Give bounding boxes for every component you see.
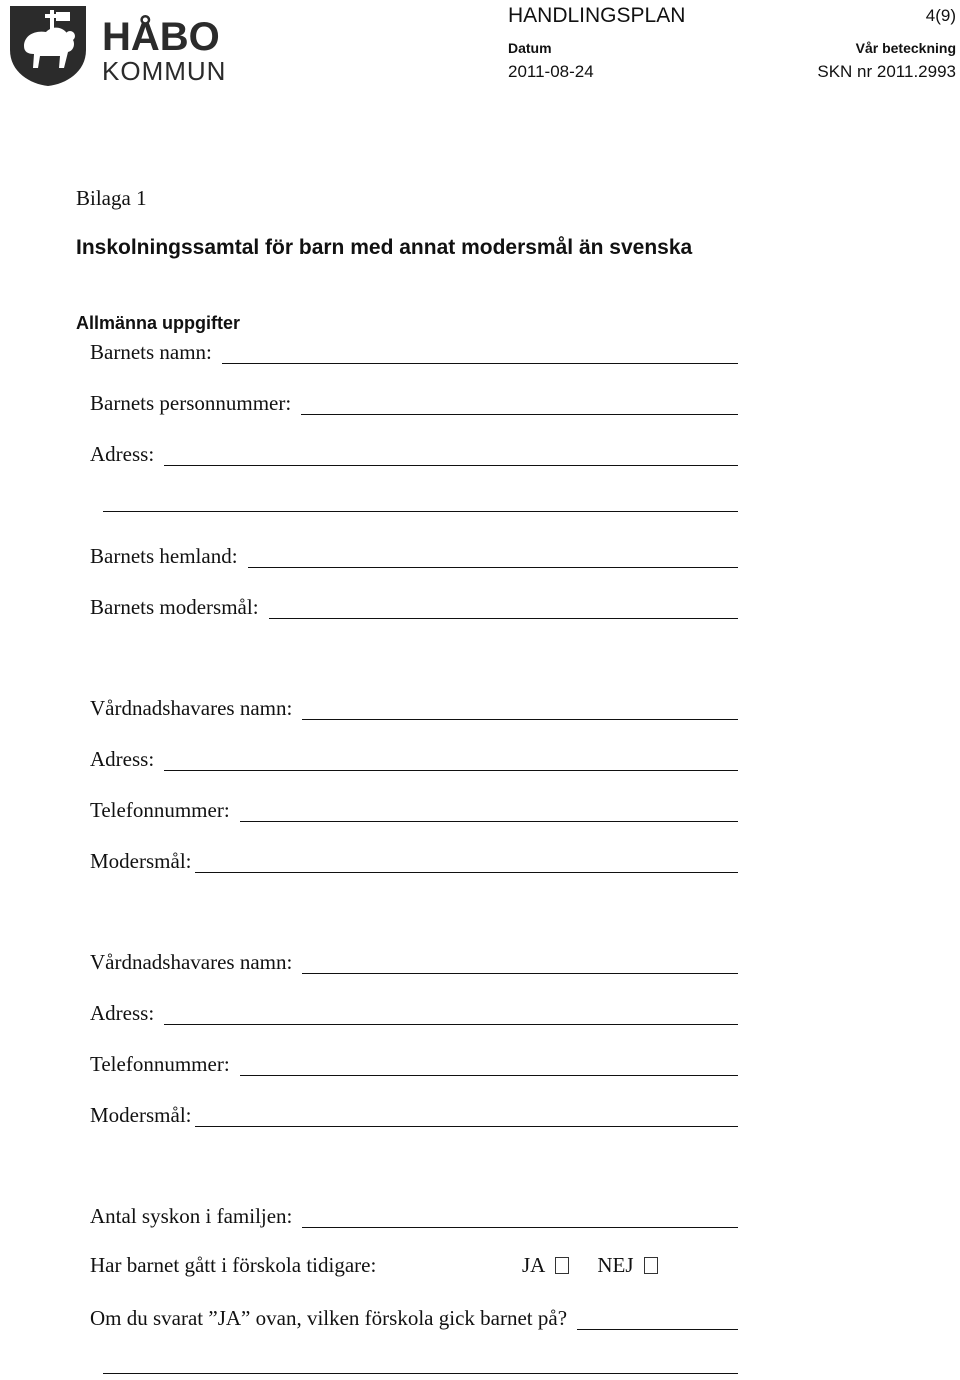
guardian1-name-row <box>90 694 738 720</box>
child-homeland-label: Barnets hemland: <box>90 544 238 568</box>
guardian1-phone-label: Telefonnummer: <box>90 798 230 822</box>
child-mother-tongue-field[interactable] <box>269 598 738 619</box>
section-heading: Allmänna uppgifter <box>76 313 241 333</box>
child-address-field[interactable] <box>164 445 738 466</box>
child-homeland-field[interactable] <box>248 547 738 568</box>
logo-text-kommun: KOMMUN <box>102 56 227 86</box>
child-address-label: Adress: <box>90 442 155 466</box>
guardian2-mother-tongue-field[interactable] <box>195 1106 738 1127</box>
appendix-label: Bilaga 1 <box>76 186 147 210</box>
siblings-label: Antal syskon i familjen: <box>90 1204 293 1228</box>
guardian1-mother-tongue-field[interactable] <box>195 852 738 873</box>
followup-label: Om du svarat ”JA” ovan, vilken förskola gick barnet på? <box>90 1306 568 1330</box>
siblings-row <box>90 1202 738 1228</box>
guardian1-name-field[interactable] <box>302 699 738 720</box>
guardian1-name-label: Vårdnadshavares namn: <box>90 696 293 720</box>
child-personnummer-row <box>90 389 738 415</box>
guardian2-phone-field[interactable] <box>240 1055 738 1076</box>
guardian1-mother-tongue-label: Modersmål: <box>90 849 192 873</box>
followup-row <box>90 1304 738 1330</box>
yes-label: JA <box>522 1253 546 1277</box>
child-mother-tongue-row <box>90 593 738 619</box>
guardian2-name-field[interactable] <box>302 953 738 974</box>
guardian2-address-field[interactable] <box>164 1004 738 1025</box>
child-homeland-row <box>90 542 738 568</box>
guardian1-mother-tongue-row <box>90 847 738 873</box>
preschool-no-option[interactable] <box>597 1253 657 1277</box>
siblings-field[interactable] <box>302 1207 738 1228</box>
child-address-row <box>90 440 738 466</box>
guardian2-phone-row <box>90 1050 738 1076</box>
guardian1-phone-field[interactable] <box>240 801 738 822</box>
followup-field[interactable] <box>577 1309 738 1330</box>
form-title: Inskolningssamtal för barn med annat modersmål än svenska <box>76 236 693 259</box>
no-checkbox[interactable] <box>644 1257 658 1274</box>
document-type: HANDLINGSPLAN <box>508 4 686 27</box>
logo-text-habo: HÅBO <box>102 15 220 59</box>
child-name-label: Barnets namn: <box>90 340 212 364</box>
preschool-yes-option[interactable] <box>522 1253 569 1277</box>
preschool-question-label: Har barnet gått i förskola tidigare: <box>90 1253 377 1277</box>
date-label: Datum <box>508 40 552 56</box>
guardian2-name-row <box>90 948 738 974</box>
guardian1-address-row <box>90 745 738 771</box>
page-number: 4(9) <box>925 6 956 25</box>
child-address-field-line2[interactable] <box>103 511 738 512</box>
guardian2-name-label: Vårdnadshavares namn: <box>90 950 293 974</box>
child-personnummer-label: Barnets personnummer: <box>90 391 292 415</box>
no-label: NEJ <box>597 1253 634 1277</box>
guardian2-mother-tongue-row <box>90 1101 738 1127</box>
yes-checkbox[interactable] <box>555 1257 569 1274</box>
guardian2-address-row <box>90 999 738 1025</box>
guardian2-address-label: Adress: <box>90 1001 155 1025</box>
guardian1-phone-row <box>90 796 738 822</box>
child-name-row <box>90 338 738 364</box>
reference-value: SKN nr 2011.2993 <box>817 62 956 81</box>
followup-field-line2[interactable] <box>103 1373 738 1374</box>
habo-kommun-logo <box>4 2 236 86</box>
child-name-field[interactable] <box>222 343 738 364</box>
date-value: 2011-08-24 <box>508 62 594 81</box>
child-mother-tongue-label: Barnets modersmål: <box>90 595 259 619</box>
guardian2-mother-tongue-label: Modersmål: <box>90 1103 192 1127</box>
guardian1-address-label: Adress: <box>90 747 155 771</box>
child-personnummer-field[interactable] <box>301 394 738 415</box>
guardian1-address-field[interactable] <box>164 750 738 771</box>
preschool-question-row <box>90 1253 790 1277</box>
guardian2-phone-label: Telefonnummer: <box>90 1052 230 1076</box>
reference-label: Vår beteckning <box>855 40 956 56</box>
